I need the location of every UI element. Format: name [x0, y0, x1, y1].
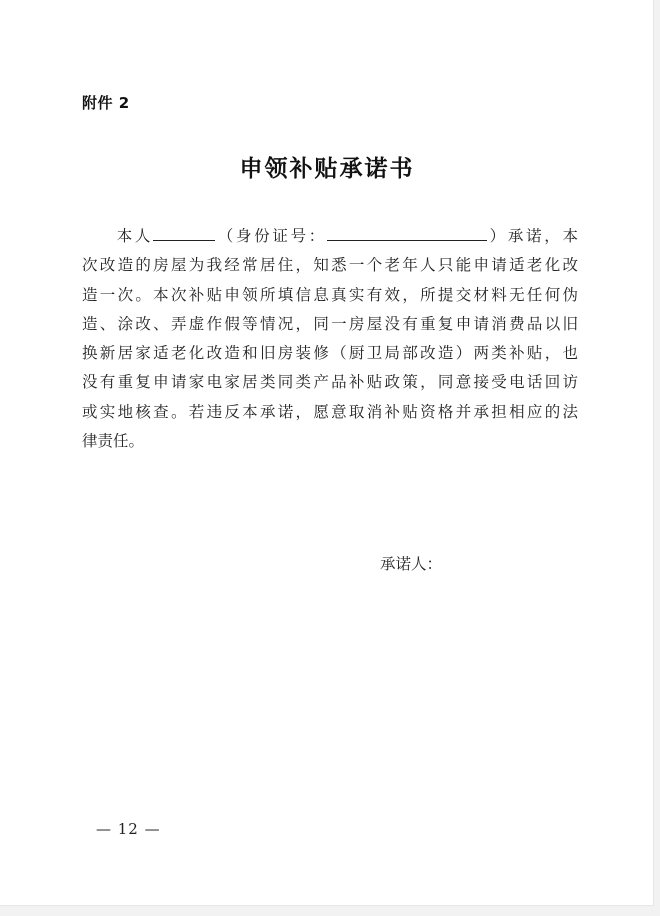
statement-line-5: 换新居家适老化改造和旧房装修（厨卫局部改造）两类补贴，也: [82, 344, 578, 363]
statement-line-4: 造、涂改、弄虚作假等情况，同一房屋没有重复申请消费品以旧: [82, 314, 578, 333]
signature-label: 承诺人：: [380, 555, 443, 573]
commitment-statement: [82, 222, 578, 456]
page-number: — 12 —: [96, 820, 161, 838]
statement-line-1: [82, 222, 578, 251]
statement-line-3: 造一次。本次补贴申领所填信息真实有效，所提交材料无任何伪: [82, 285, 578, 304]
name-blank: [153, 226, 215, 241]
id-number-blank: [327, 226, 487, 241]
statement-line-2: 次改造的房屋为我经常居住，知悉一个老年人只能申请适老化改: [82, 256, 578, 275]
after-id-text: ）承诺，本: [486, 227, 578, 245]
statement-line-8: 律责任。: [82, 432, 145, 451]
intro-self-text: 本人: [114, 227, 154, 245]
attachment-label: 附件 2: [82, 94, 130, 112]
statement-line-7: 或实地核查。若违反本承诺，愿意取消补贴资格并承担相应的法: [82, 402, 578, 421]
statement-line-6: 没有重复申请家电家居类同类产品补贴政策，同意接受电话回访: [82, 373, 578, 392]
document-title: 申领补贴承诺书: [239, 156, 415, 182]
id-number-label: （身份证号：: [215, 227, 327, 245]
